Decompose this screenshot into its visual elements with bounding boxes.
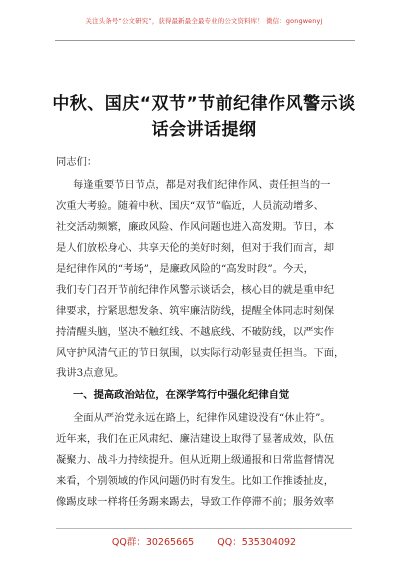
footer-qq-group: QQ群：30265665 — [111, 537, 195, 548]
paragraph-1-line: 社交活动频繁，廉政风险、作风问题也进入高发期。节日，本 — [56, 221, 335, 233]
paragraph-1-line: 我们专门召开节前纪律作风警示谈话会，核心目的就是重申纪 — [56, 284, 335, 296]
paragraph-2-line: 全面从严治党永远在路上，纪律作风建设没有“休止符”。 — [73, 412, 331, 424]
paragraph-1-line: 持清醒头脑，坚决不触红线、不越底线、不破防线，以严实作 — [56, 326, 335, 338]
document-title-line-2: 话会讲话提纲 — [151, 120, 257, 140]
paragraph-1-line: 风守护风清气正的节日氛围，以实际行动彰显责任担当。下面， — [56, 347, 345, 359]
paragraph-2-line: 像踢皮球一样将任务踢来踢去，导致工作停滞不前；服务效率 — [56, 496, 335, 508]
document-title-line-1: 中秋、国庆“双节”节前纪律作风警示谈 — [52, 94, 356, 114]
paragraph-1-line: 是人们放松身心、共享天伦的美好时刻，但对于我们而言，却 — [56, 242, 335, 254]
paragraph-1-line: 是纪律作风的“考场”，是廉政风险的“高发时段”。今天， — [56, 263, 314, 275]
footer — [0, 534, 408, 548]
header-divider — [55, 40, 355, 41]
greeting: 同志们： — [56, 156, 98, 168]
paragraph-1-line: 我讲3点意见。 — [56, 367, 125, 379]
paragraph-1-line: 次重大考验。随着中秋、国庆“双节”临近，人员流动增多、 — [56, 200, 324, 212]
section-heading-1: 一、提高政治站位，在深学笃行中强化纪律自觉 — [73, 389, 290, 401]
paragraph-2-line: 近年来，我们在正风肃纪、廉洁建设上取得了显著成效，队伍 — [56, 433, 335, 445]
footer-divider — [56, 528, 352, 529]
footer-qq-number: QQ：535304092 — [217, 537, 297, 548]
paragraph-2-line: 凝聚力、战斗力持续提升。但从近期上级通报和日常监督情况 — [56, 454, 335, 466]
paragraph-2-line: 来看，个别领域的作风问题仍时有发生。比如工作推诿扯皮， — [56, 475, 335, 487]
paragraph-1-line: 律要求，拧紧思想发条、筑牢廉洁防线，提醒全体同志时刻保 — [56, 305, 335, 317]
paragraph-1-line: 每逢重要节日节点，都是对我们纪律作风、责任担当的一 — [73, 179, 331, 191]
header-banner: 关注头条号“公文研究”，获得最新最全最专业的公文资料库！ 微信：gongwenyj — [85, 17, 323, 25]
